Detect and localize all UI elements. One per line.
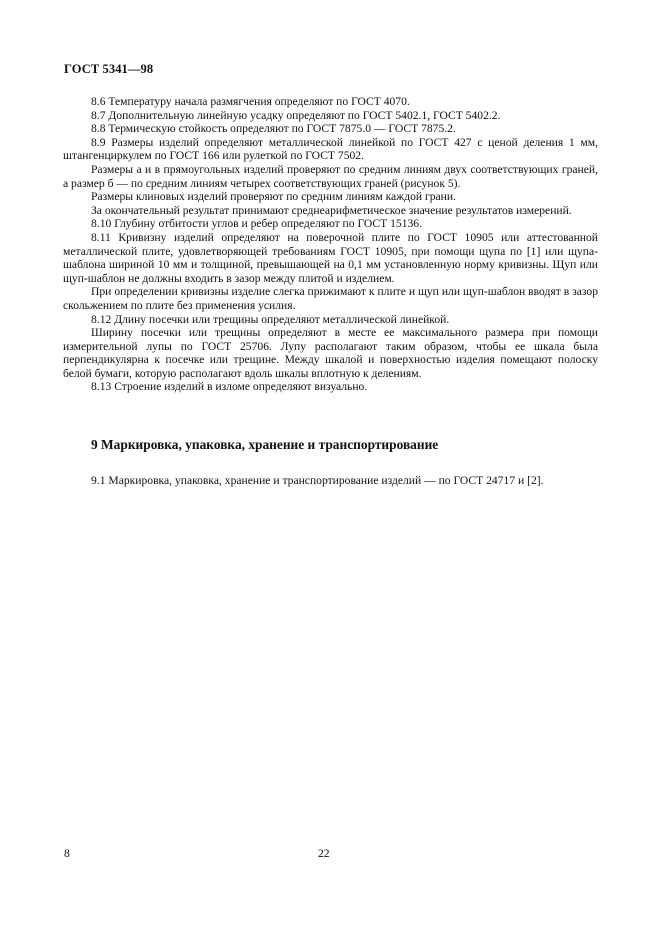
document-body: [63, 95, 598, 394]
paragraph-8-12: 8.12 Длину посечки или трещины определяют металлической линейкой.: [91, 312, 450, 326]
page-number-center: 22: [318, 847, 330, 860]
paragraph-wedge-sizes: Размеры клиновых изделий проверяют по средним линиям каждой грани.: [91, 190, 456, 204]
paragraph-crack-width: Ширину посечки или трещины определяют в месте ее максимального размера при помощи измерительной лупы по ГОСТ 25706. Лупу располагают таким образом, чтобы ее шкала была перпендикулярна к посечке или трещине. Между шкалой и поверхностью изделия помещают полоску белой бумаги, которую располагают вдоль шкалы вплотную к делениям.: [63, 326, 598, 380]
paragraph-8-6: 8.6 Температуру начала размягчения определяют по ГОСТ 4070.: [91, 95, 410, 108]
paragraph-8-11: 8.11 Кривизну изделий определяют на поверочной плите по ГОСТ 10905 или аттестованной металлической плите, удовлетворяющей требованиям ГОСТ 10905, при помощи щупа по [1] или щупа-шаблона шириной 10 мм и толщиной, превышающей на 0,1 мм установленную норму кривизны. Щуп или щуп-шаблон не должны входить в зазор между плитой и изделием.: [63, 230, 598, 285]
paragraph-curvature-method: При определении кривизны изделие слегка прижимают к плите и щуп или щуп-шаблон вводят в зазор скольжением по плите без применения усилия.: [63, 285, 598, 312]
paragraph-8-13: 8.13 Строение изделий в изломе определяют визуально.: [91, 380, 368, 394]
paragraph-8-8: 8.8 Термическую стойкость определяют по ГОСТ 7875.0 — ГОСТ 7875.2.: [91, 122, 456, 136]
paragraph-8-10: 8.10 Глубину отбитости углов и ребер определяют по ГОСТ 15136.: [91, 217, 422, 231]
paragraph-final-result: За окончательный результат принимают среднеарифметическое значение результатов измерений.: [91, 203, 572, 217]
section-9-title: 9 Маркировка, упаковка, хранение и транспортирование: [91, 437, 439, 452]
document-header: ГОСТ 5341—98: [64, 62, 154, 76]
section-9-text: 9.1 Маркировка, упаковка, хранение и транспортирование изделий — по ГОСТ 24717 и [2].: [91, 474, 544, 487]
paragraph-8-7: 8.7 Дополнительную линейную усадку определяют по ГОСТ 5402.1, ГОСТ 5402.2.: [91, 108, 501, 122]
paragraph-8-9: 8.9 Размеры изделий определяют металлической линейкой по ГОСТ 427 с ценой деления 1 мм, штангенциркулем по ГОСТ 166 или рулеткой по ГОСТ 7502.: [63, 135, 598, 163]
page-number-left: 8: [64, 847, 70, 860]
paragraph-rect-sizes: Размеры а и в прямоугольных изделий проверяют по средним линиям двух соответствующих граней, а размер б — по средним линиям четырех соответствующих граней (рисунок 5).: [63, 162, 598, 190]
